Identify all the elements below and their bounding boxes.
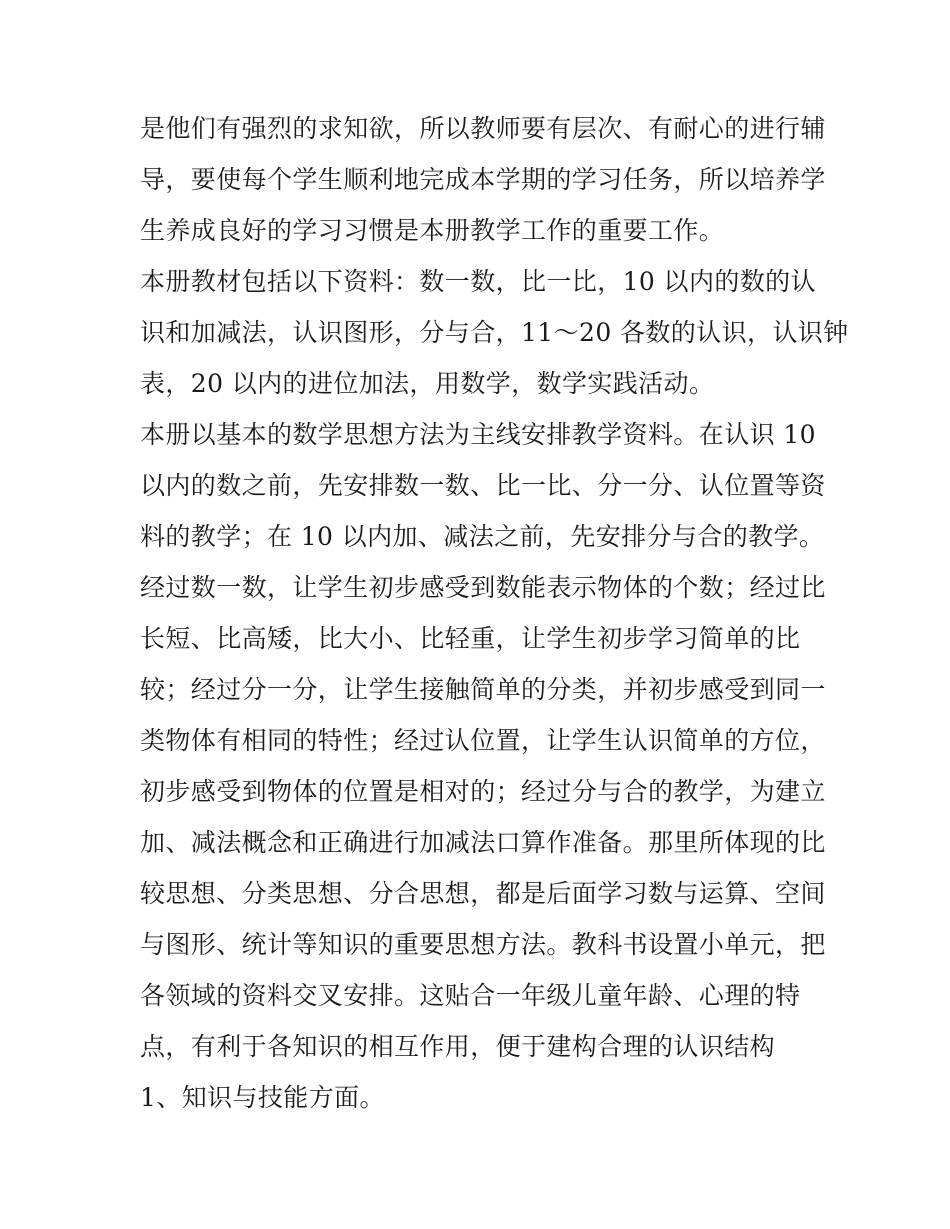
- text-line: 本册以基本的数学思想方法为主线安排教学资料。在认识 10: [140, 420, 816, 449]
- text-line: 初步感受到物体的位置是相对的；经过分与合的教学，为建立: [140, 777, 826, 806]
- text-line: 点，有利于各知识的相互作用，便于建构合理的认识结构: [140, 1032, 776, 1061]
- text-line: 识和加减法，认识图形，分与合，11～20 各数的认识，认识钟: [140, 318, 849, 347]
- text-line: 是他们有强烈的求知欲，所以教师要有层次、有耐心的进行辅: [140, 114, 826, 143]
- text-line: 表，20 以内的进位加法，用数学，数学实践活动。: [140, 369, 715, 398]
- text-line: 料的教学；在 10 以内加、减法之前，先安排分与合的教学。: [140, 522, 825, 551]
- text-line: 类物体有相同的特性；经过认位置，让学生认识简单的方位，: [140, 726, 826, 755]
- text-line: 导，要使每个学生顺利地完成本学期的学习任务，所以培养学: [140, 165, 826, 194]
- document-body: [140, 107, 849, 1127]
- section-heading: 1、知识与技能方面。: [140, 1083, 385, 1112]
- text-line: 长短、比高矮，比大小、比轻重，让学生初步学习简单的比: [140, 624, 801, 653]
- text-line: 本册教材包括以下资料：数一数，比一比，10 以内的数的认: [140, 267, 816, 296]
- text-line: 经过数一数，让学生初步感受到数能表示物体的个数；经过比: [140, 573, 826, 602]
- text-line: 生养成良好的学习习惯是本册教学工作的重要工作。: [140, 216, 725, 245]
- text-line: 较；经过分一分，让学生接触简单的分类，并初步感受到同一: [140, 675, 826, 704]
- text-line: 以内的数之前，先安排数一数、比一比、分一分、认位置等资: [140, 471, 826, 500]
- text-line: 较思想、分类思想、分合思想，都是后面学习数与运算、空间: [140, 879, 826, 908]
- text-line: 加、减法概念和正确进行加减法口算作准备。那里所体现的比: [140, 828, 826, 857]
- text-line: 各领域的资料交叉安排。这贴合一年级儿童年龄、心理的特: [140, 981, 801, 1010]
- text-line: 与图形、统计等知识的重要思想方法。教科书设置小单元，把: [140, 930, 826, 959]
